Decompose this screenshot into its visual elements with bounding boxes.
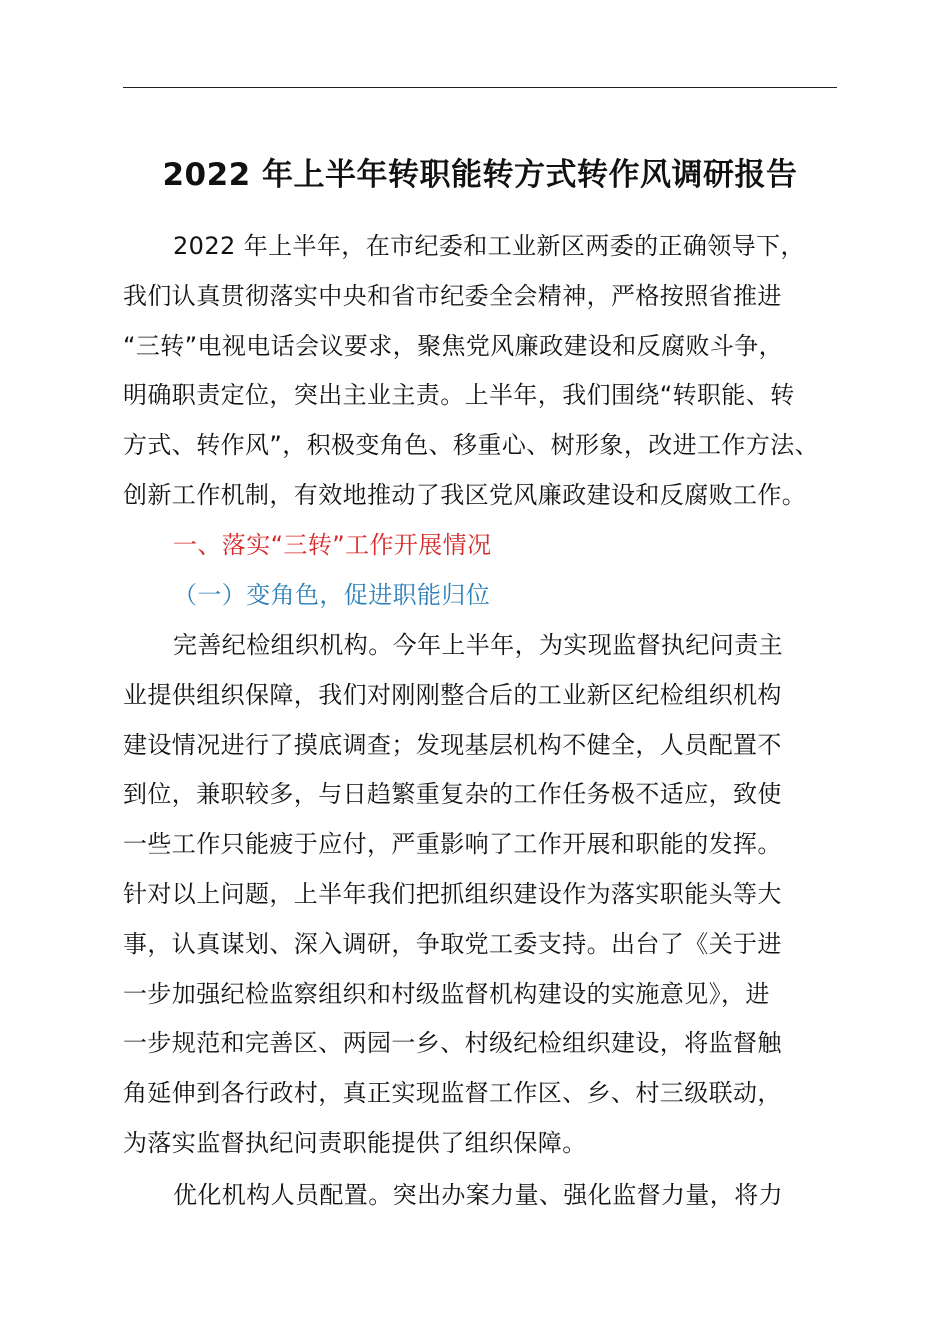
intro-paragraph	[123, 222, 863, 521]
section-heading: 一、落实“三转”工作开展情况	[173, 531, 492, 559]
paragraph-line: 完善纪检组织机构。今年上半年，为实现监督执纪问责主	[173, 631, 783, 659]
section-heading-block	[123, 521, 863, 571]
paragraph-line: 建设情况进行了摸底调查；发现基层机构不健全，人员配置不	[123, 730, 782, 759]
next-paragraph	[123, 1171, 863, 1221]
paragraph-line: 为落实监督执纪问责职能提供了组织保障。	[123, 1128, 587, 1157]
paragraph-line: “三转”电视电话会议要求，聚焦党风廉政建设和反腐败斗争，	[123, 331, 784, 360]
paragraph-line: 事，认真谋划、深入调研，争取党工委支持。出台了《关于进	[123, 929, 782, 958]
document-title: 2022 年上半年转职能转方式转作风调研报告	[162, 157, 798, 193]
paragraph-line: 我们认真贯彻落实中央和省市纪委全会精神，严格按照省推进	[123, 281, 782, 310]
subsection-heading: （一）变角色，促进职能归位	[173, 581, 491, 609]
paragraph-line: 业提供组织保障，我们对刚刚整合后的工业新区纪检组织机构	[123, 680, 782, 709]
paragraph-line: 到位，兼职较多，与日趋繁重复杂的工作任务极不适应，致使	[123, 780, 782, 809]
paragraph-line: 一步规范和完善区、两园一乡、村级纪检组织建设，将监督触	[123, 1029, 782, 1058]
paragraph-line: 2022 年上半年，在市纪委和工业新区两委的正确领导下，	[173, 232, 805, 260]
paragraph-line: 针对以上问题，上半年我们把抓组织建设作为落实职能头等大	[123, 879, 782, 908]
paragraph-line: 角延伸到各行政村，真正实现监督工作区、乡、村三级联动，	[123, 1079, 782, 1108]
paragraph-line: 方式、转作风”，积极变角色、移重心、树形象，改进工作方法、	[123, 431, 820, 460]
paragraph-line: 一些工作只能疲于应付，严重影响了工作开展和职能的发挥。	[123, 830, 782, 859]
paragraph-line: 优化机构人员配置。突出办案力量、强化监督力量，将力	[173, 1181, 783, 1209]
paragraph-line: 明确职责定位，突出主业主责。上半年，我们围绕“转职能、转	[123, 381, 795, 410]
subsection-heading-block	[123, 571, 863, 621]
body-paragraph	[123, 621, 863, 1169]
header-rule	[123, 87, 837, 88]
paragraph-line: 创新工作机制，有效地推动了我区党风廉政建设和反腐败工作。	[123, 480, 807, 509]
paragraph-line: 一步加强纪检监察组织和村级监督机构建设的实施意见》，进	[123, 979, 770, 1008]
